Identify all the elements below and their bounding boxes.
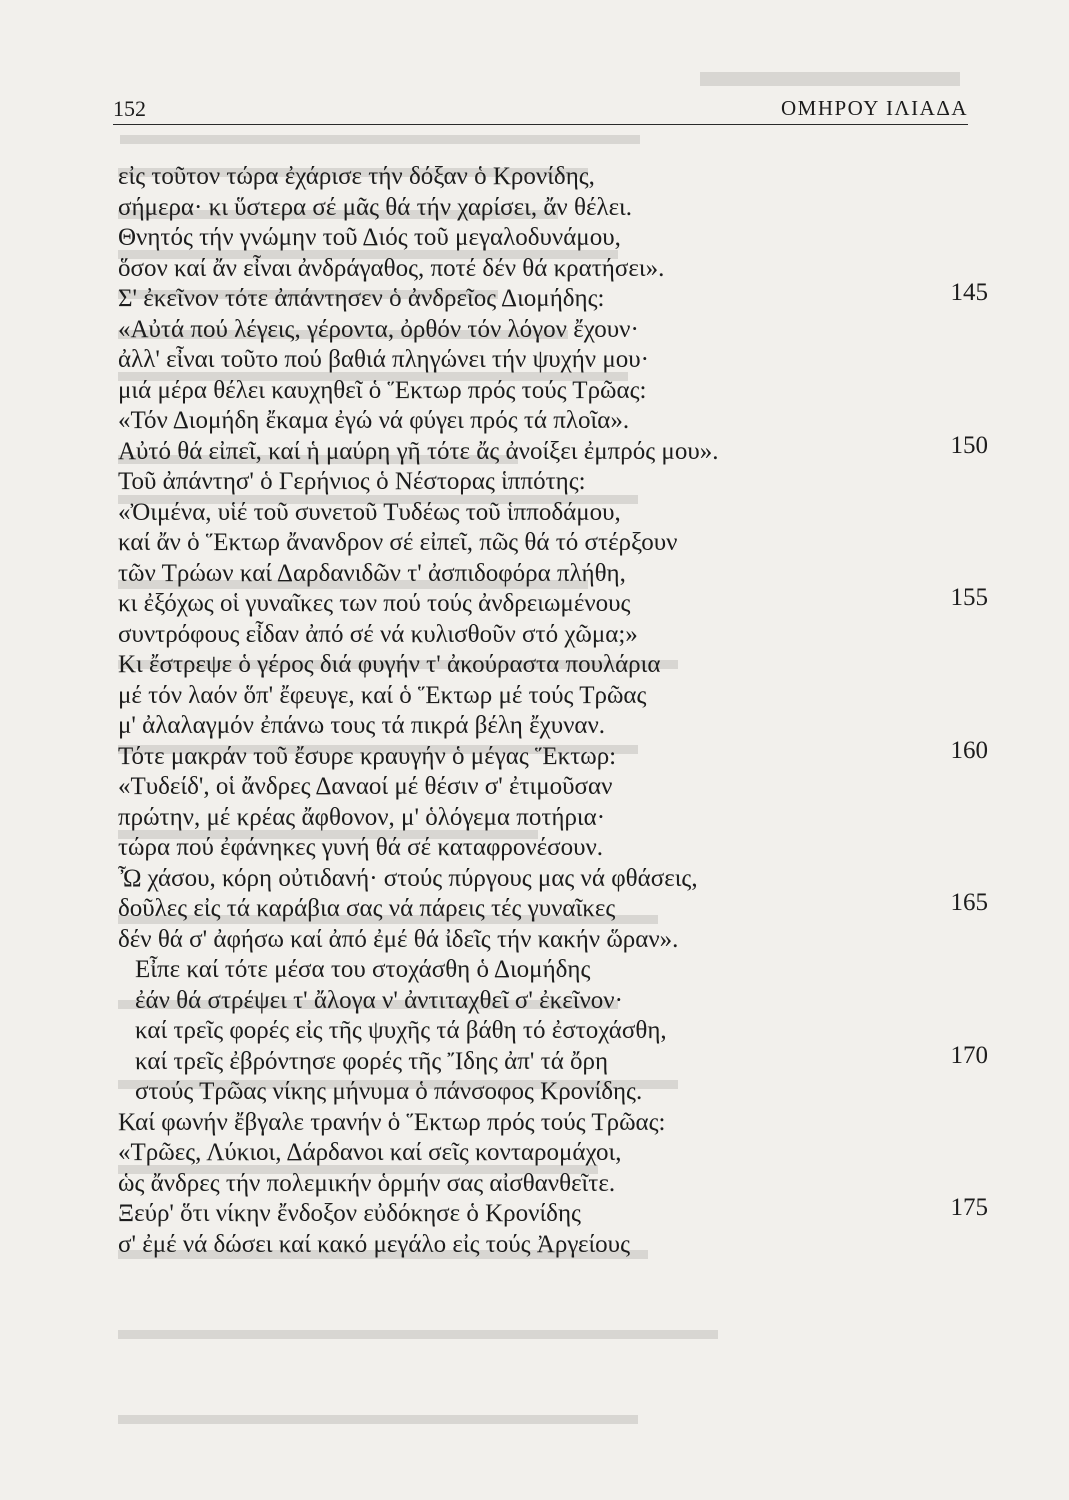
verse-text: μέ τόν λαόν ὅπ' ἔφευγε, καί ὁ Ἕκτωρ μέ τούς Τρῶας <box>118 681 647 709</box>
line-number: 175 <box>950 1194 988 1221</box>
verse-text: δέν θά σ' ἀφήσω καί ἀπό ἐμέ θά ἰδεῖς τήν κακήν ὥραν». <box>118 925 679 953</box>
line-number: 160 <box>950 736 988 764</box>
verse-line <box>118 1041 988 1078</box>
verse-line <box>118 681 988 712</box>
verse-line <box>118 279 988 315</box>
verse-line <box>118 498 988 529</box>
verse-line <box>118 620 988 651</box>
line-number: 145 <box>950 279 988 306</box>
verse-text: κι ἐξόχως οἱ γυναῖκες των πού τούς ἀνδρειωμένους <box>118 590 631 617</box>
verse-text: «Τόν Διομήδη ἔκαμα ἐγώ νά φύγει πρός τά πλοῖα». <box>118 407 630 434</box>
verse-line <box>118 406 988 437</box>
verse-line <box>118 736 988 773</box>
verse-text: Τότε μακράν τοῦ ἔσυρε κραυγήν ὁ μέγας Ἕκτωρ: <box>118 742 617 770</box>
verse-text: Καί φωνήν ἔβγαλε τρανήν ὁ Ἕκτωρ πρός τούς Τρῶας: <box>118 1108 666 1136</box>
verse-text: συντρόφους εἶδαν ἀπό σέ νά κυλισθοῦν στό χῶμα;» <box>118 620 638 648</box>
verse-text: σήμερα· κι ὕστερα σέ μᾶς θά τήν χαρίσει, ἄν θέλει. <box>118 193 633 221</box>
verse-text: σ' ἐμέ νά δώσει καί κακό μεγάλο εἰς τούς Ἀργείους <box>118 1230 630 1258</box>
verse-line <box>118 925 988 956</box>
verse-line <box>118 315 988 346</box>
verse-line <box>118 162 988 193</box>
verse-text: μ' ἀλαλαγμόν ἐπάνω τους τά πικρά βέλη ἔχυναν. <box>118 712 606 739</box>
verse-line <box>118 223 988 254</box>
verse-line <box>118 1169 988 1200</box>
verse-line <box>118 803 988 834</box>
verse-text: τώρα πού ἐφάνηκες γυνή θά σέ καταφρονέσουν. <box>118 834 604 861</box>
verse-text: Αὐτό θά εἰπεῖ, καί ἡ μαύρη γῆ τότε ἄς ἀνοίξει ἐμπρός μου». <box>118 437 719 465</box>
verse-text: Σ' ἐκεῖνον τότε ἀπάντησεν ὁ ἀνδρεῖος Διομήδης: <box>118 285 605 312</box>
verse-text: Θνητός τήν γνώμην τοῦ Διός τοῦ μεγαλοδυνάμου, <box>118 224 621 251</box>
verse-line <box>118 584 988 620</box>
verse-text: δοῦλες εἰς τά καράβια σας νά πάρεις τές γυναῖκες <box>118 895 616 922</box>
verse-line <box>118 193 988 224</box>
verse-line <box>118 889 988 925</box>
verse-text: ἀλλ' εἶναι τοῦτο πού βαθιά πληγώνει τήν ψυχήν μου· <box>118 346 649 373</box>
line-number: 165 <box>950 889 988 916</box>
verse-text: καί τρεῖς φορές εἰς τῆς ψυχῆς τά βάθη τό ἐστοχάσθη, <box>135 1017 667 1044</box>
line-number: 170 <box>950 1041 988 1069</box>
verse-text: Ξεύρ' ὅτι νίκην ἔνδοξον εὐδόκησε ὁ Κρονίδης <box>118 1200 581 1227</box>
verse-line <box>118 650 988 681</box>
verse-text: Εἶπε καί τότε μέσα του στοχάσθη ὁ Διομήδης <box>135 956 591 983</box>
verse-line <box>118 955 988 986</box>
page-number: 152 <box>113 96 146 121</box>
verse-text: στούς Τρῶας νίκης μήνυμα ὁ πάνσοφος Κρονίδης. <box>135 1078 643 1105</box>
verse-text: «Αὐτά πού λέγεις, γέροντα, ὀρθόν τόν λόγον ἔχουν· <box>118 315 639 343</box>
verse-line <box>118 431 988 468</box>
verse-line <box>118 1077 988 1108</box>
verse-line <box>118 559 988 590</box>
verse-text: «Ὀιμένα, υἱέ τοῦ συνετοῦ Τυδέως τοῦ ἱπποδάμου, <box>118 498 621 526</box>
verse-text: μιά μέρα θέλει καυχηθεῖ ὁ Ἕκτωρ πρός τούς Τρῶας: <box>118 376 647 404</box>
verse-text: τῶν Τρώων καί Δαρδανιδῶν τ' ἀσπιδοφόρα πλήθη, <box>118 559 626 587</box>
verse-line <box>118 254 988 285</box>
line-number: 155 <box>950 584 988 611</box>
verse-line <box>118 1138 988 1169</box>
verse-text: καί ἄν ὁ Ἕκτωρ ἄνανδρον σέ εἰπεῖ, πῶς θά τό στέρξουν <box>118 529 678 556</box>
verse-line <box>118 345 988 376</box>
verse-line <box>118 1194 988 1230</box>
verse-line <box>118 864 988 895</box>
running-title: ΟΜΗΡΟΥ ΙΛΙΑΔΑ <box>781 96 968 120</box>
verse-line <box>118 1230 988 1261</box>
verse-text: πρώτην, μέ κρέας ἄφθονον, μ' ὁλόγεμα ποτήρια· <box>118 803 606 831</box>
verse-text: «Τρῶες, Λύκιοι, Δάρδανοι καί σεῖς κονταρομάχοι, <box>118 1139 622 1166</box>
verse-text: καί τρεῖς ἐβρόντησε φορές τῆς Ἴδης ἀπ' τά ὄρη <box>135 1047 609 1075</box>
verse-text: ἐάν θά στρέψει τ' ἄλογα ν' ἀντιταχθεῖ σ' ἐκεῖνον· <box>135 986 623 1014</box>
poem-text <box>118 162 988 1260</box>
verse-line <box>118 833 988 864</box>
line-number: 150 <box>950 431 988 459</box>
verse-line <box>118 467 988 498</box>
verse-line <box>118 1016 988 1047</box>
verse-text: εἰς τοῦτον τώρα ἐχάρισε τήν δόξαν ὁ Κρονίδης, <box>118 163 595 190</box>
verse-line <box>118 376 988 407</box>
verse-text: Τοῦ ἀπάντησ' ὁ Γερήνιος ὁ Νέστορας ἱππότης: <box>118 468 586 495</box>
verse-text: ὅσον καί ἄν εἶναι ἀνδράγαθος, ποτέ δέν θά κρατήσει». <box>118 254 665 282</box>
verse-text: ὡς ἄνδρες τήν πολεμικήν ὁρμήν σας αἰσθανθεῖτε. <box>118 1169 616 1197</box>
page-header <box>113 90 968 125</box>
verse-line <box>118 711 988 742</box>
verse-text: «Τυδείδ', οἱ ἄνδρες Δαναοί μέ θέσιν σ' ἐτιμοῦσαν <box>118 773 613 800</box>
verse-text: Ὦ χάσου, κόρη οὐτιδανή· στούς πύργους μας νά φθάσεις, <box>118 864 698 892</box>
verse-line <box>118 772 988 803</box>
verse-line <box>118 986 988 1017</box>
verse-line <box>118 528 988 559</box>
verse-text: Κι ἔστρεψε ὁ γέρος διά φυγήν τ' ἀκούραστα πουλάρια <box>118 651 661 678</box>
verse-line <box>118 1108 988 1139</box>
